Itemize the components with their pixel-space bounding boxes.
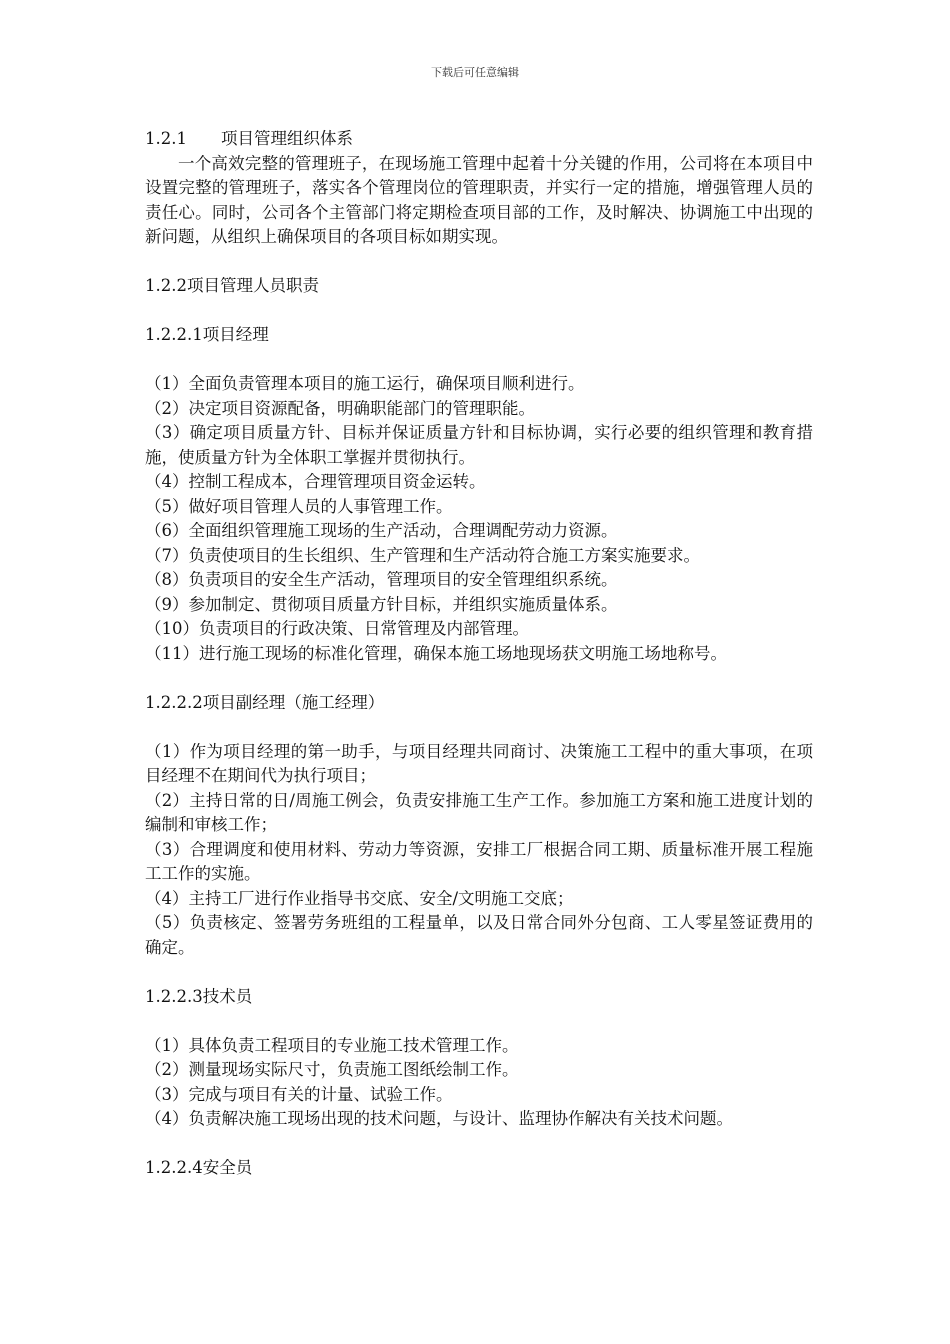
- list-item: （1）全面负责管理本项目的施工运行，确保项目顺利进行。: [145, 374, 585, 393]
- section-heading-1-2-2: 1.2.2项目管理人员职责: [145, 276, 319, 295]
- section-title: 项目管理组织体系: [221, 129, 353, 148]
- list-item: （4）主持工厂进行作业指导书交底、安全/文明施工交底；: [145, 888, 574, 908]
- list-item: （3）合理调度和使用材料、劳动力等资源，安排工厂根据合同工期、质量标准开展工程施工工作的实施。: [145, 839, 813, 883]
- page-header: 下载后可任意编辑: [431, 66, 519, 79]
- section-heading-1-2-2-3: 1.2.2.3技术员: [145, 986, 253, 1006]
- list-item: （6）全面组织管理施工现场的生产活动，合理调配劳动力资源。: [145, 521, 618, 540]
- list-item: （4）控制工程成本，合理管理项目资金运转。: [145, 472, 486, 491]
- intro-paragraph: 一个高效完整的管理班子，在现场施工管理中起着十分关键的作用，公司将在本项目中设置完整的管理班子，落实各个管理岗位的管理职责，并实行一定的措施，增强管理人员的责任心。同时，公司各个主管部门将定期检查项目部的工作，及时解决、协调施工中出现的新问题，从组织上确保项目的各项目标如期实现。: [145, 153, 813, 246]
- section-number: 1.2.1: [145, 129, 187, 148]
- list-item: （2）决定项目资源配备，明确职能部门的管理职能。: [145, 398, 535, 418]
- list-technician: [145, 1034, 813, 1132]
- list-item: （2）测量现场实际尺寸，负责施工图纸绘制工作。: [145, 1060, 519, 1079]
- list-item: （3）确定项目质量方针、目标并保证质量方针和目标协调，实行必要的组织管理和教育措施，使质量方针为全体职工掌握并贯彻执行。: [145, 423, 813, 467]
- list-item: （10）负责项目的行政决策、日常管理及内部管理。: [145, 619, 529, 638]
- list-item: （1）具体负责工程项目的专业施工技术管理工作。: [145, 1035, 519, 1055]
- list-item: （5）负责核定、签署劳务班组的工程量单，以及日常合同外分包商、工人零星签证费用的确定。: [145, 913, 813, 957]
- list-item: （1）作为项目经理的第一助手，与项目经理共同商讨、决策施工工程中的重大事项，在项目经理不在期间代为执行项目；: [145, 741, 813, 785]
- list-item: （4）负责解决施工现场出现的技术问题，与设计、监理协作解决有关技术问题。: [145, 1109, 733, 1128]
- list-project-manager: [145, 372, 813, 666]
- list-item: （9）参加制定、贯彻项目质量方针目标，并组织实施质量体系。: [145, 594, 618, 614]
- list-item: （11）进行施工现场的标准化管理，确保本施工场地现场获文明施工场地称号。: [145, 643, 727, 663]
- list-deputy-manager: [145, 740, 813, 961]
- section-heading-1-2-2-2: 1.2.2.2项目副经理（施工经理）: [145, 692, 385, 712]
- list-item: （2）主持日常的日/周施工例会，负责安排施工生产工作。参加施工方案和施工进度计划的编制和审核工作；: [145, 790, 813, 834]
- list-item: （5）做好项目管理人员的人事管理工作。: [145, 496, 453, 516]
- section-heading-1-2-1: [145, 127, 813, 152]
- document-body: [145, 127, 813, 1181]
- list-item: （3）完成与项目有关的计量、试验工作。: [145, 1084, 453, 1104]
- list-item: （7）负责使项目的生长组织、生产管理和生产活动符合施工方案实施要求。: [145, 545, 700, 565]
- list-item: （8）负责项目的安全生产活动，管理项目的安全管理组织系统。: [145, 570, 618, 589]
- section-heading-1-2-2-1: 1.2.2.1项目经理: [145, 325, 269, 344]
- section-heading-1-2-2-4: 1.2.2.4安全员: [145, 1158, 253, 1177]
